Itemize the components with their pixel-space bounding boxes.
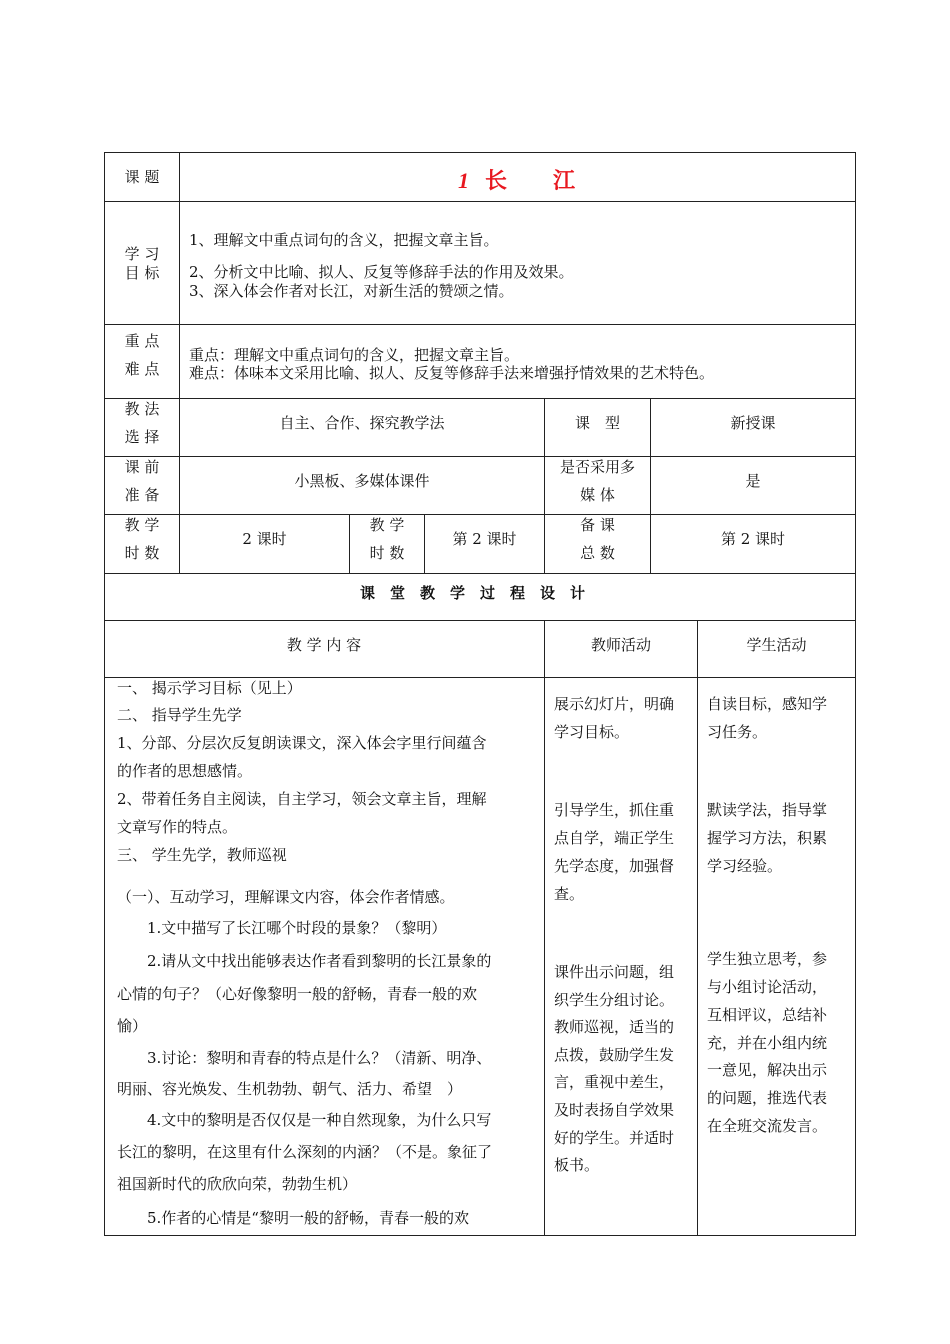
content-line: 心情的句子？（心好像黎明一般的舒畅，青春一般的欢 (117, 985, 478, 1003)
col-line-student (697, 620, 698, 1236)
student-line: 与小组讨论活动， (707, 978, 828, 996)
current-hours-label-1: 教 学 (369, 516, 405, 534)
table-border-left (104, 152, 105, 1236)
process-heading: 课堂教学过程设计 (359, 584, 600, 602)
hours-value: 2 课时 (242, 530, 287, 548)
table-border-right (855, 152, 856, 1236)
total-hours-value: 第 2 课时 (720, 530, 786, 548)
content-line: 愉） (117, 1017, 148, 1035)
col-header-teacher: 教师活动 (590, 636, 651, 654)
objective-item: 2、分析文中比喻、拟人、反复等修辞手法的作用及效果。 (189, 263, 574, 281)
content-line: 明丽、容光焕发、生机勃勃、朝气、活力、希望 ） (117, 1080, 463, 1098)
row-line (104, 514, 856, 515)
content-line: 三、 学生先学，教师巡视 (117, 846, 287, 864)
focus-difficulty: 难点：体味本文采用比喻、拟人、反复等修辞手法来增强抒情效果的艺术特色。 (189, 364, 715, 382)
objective-item: 1、理解文中重点词句的含义，把握文章主旨。 (189, 231, 499, 249)
multimedia-label-2: 媒 体 (580, 486, 615, 504)
current-hours-value: 第 2 课时 (452, 530, 517, 548)
lesson-type-value: 新授课 (730, 414, 776, 432)
teacher-line: 言，重视中差生， (554, 1073, 675, 1091)
student-line: 在全班交流发言。 (707, 1117, 828, 1135)
lesson-type-label: 课 型 (574, 414, 620, 432)
col-header-student: 学生活动 (746, 636, 807, 654)
content-line: 5.作者的心情是“黎明一般的舒畅，青春一般的欢 (147, 1209, 469, 1227)
lesson-title-char-1: 长 (484, 168, 509, 193)
content-line: 的作者的思想感情。 (117, 762, 253, 780)
teacher-line: 引导学生，抓住重 (554, 801, 675, 819)
col-header-content: 教 学 内 容 (286, 636, 362, 654)
multimedia-label-1: 是否采用多 (559, 458, 635, 476)
content-line: 2、带着任务自主阅读，自主学习，领会文章主旨，理解 (117, 790, 487, 808)
content-line: 长江的黎明，在这里有什么深刻的内涵？（不是。象征了 (117, 1143, 493, 1161)
teacher-line: 点拨，鼓励学生发 (554, 1046, 675, 1064)
teacher-line: 及时表扬自学效果 (554, 1101, 675, 1119)
row-line (104, 324, 856, 325)
teacher-line: 板书。 (554, 1156, 600, 1174)
content-line: 文章写作的特点。 (117, 818, 238, 836)
row-line (104, 201, 856, 202)
teacher-line: 查。 (554, 885, 585, 903)
teacher-line: 学习目标。 (554, 723, 630, 741)
hours-label-1: 教 学 (124, 516, 160, 534)
content-line: 祖国新时代的欣欣向荣，勃勃生机） (117, 1175, 358, 1193)
method-value: 自主、合作、探究教学法 (279, 414, 445, 432)
content-line: 一、 揭示学习目标（见上） (117, 679, 302, 697)
table-border-bottom (104, 1235, 856, 1236)
student-line: 一意见，解决出示 (707, 1061, 828, 1079)
content-line: （一）、互动学习，理解课文内容，体会作者情感。 (117, 888, 455, 906)
row-line (104, 573, 856, 574)
student-line: 学习经验。 (707, 857, 783, 875)
focus-key: 重点：理解文中重点词句的含义，把握文章主旨。 (189, 346, 520, 364)
prep-label-2: 准 备 (124, 486, 160, 504)
content-line: 1、分部、分层次反复朗读课文，深入体会字里行间蕴含 (117, 734, 487, 752)
content-line: 二、 指导学生先学 (117, 706, 242, 724)
teacher-line: 织学生分组讨论。 (554, 991, 675, 1009)
student-line: 的问题，推选代表 (707, 1089, 828, 1107)
student-line: 习任务。 (707, 723, 768, 741)
student-line: 自读目标，感知学 (707, 695, 828, 713)
lesson-number: 1 (457, 168, 471, 193)
teacher-line: 点自学，端正学生 (554, 829, 675, 847)
method-label-2: 选 择 (124, 428, 160, 446)
student-line: 互相评议，总结补 (707, 1006, 828, 1024)
lesson-title (180, 164, 855, 195)
teacher-line: 课件出示问题，组 (554, 963, 675, 981)
content-line: 3.讨论：黎明和青春的特点是什么？（清新、明净、 (147, 1049, 492, 1067)
teacher-line: 先学态度，加强督 (554, 857, 675, 875)
method-label-1: 教 法 (124, 400, 160, 418)
student-line: 默读学法，指导掌 (707, 801, 828, 819)
multimedia-value: 是 (745, 472, 761, 490)
objectives-label-2: 目 标 (124, 264, 160, 282)
total-hours-label-2: 总 数 (580, 544, 615, 562)
content-line: 2.请从文中找出能够表达作者看到黎明的长江景象的 (147, 952, 492, 970)
prep-value: 小黑板、多媒体课件 (294, 472, 430, 490)
course-label: 课 题 (124, 168, 160, 186)
row-line (104, 620, 856, 621)
content-line: 1.文中描写了长江哪个时段的景象？（黎明） (147, 919, 447, 937)
table-border-top (104, 152, 856, 153)
teacher-line: 展示幻灯片，明确 (554, 695, 675, 713)
lesson-title-char-2: 江 (553, 168, 578, 193)
content-line: 4.文中的黎明是否仅仅是一种自然现象，为什么只写 (147, 1111, 492, 1129)
row-line (104, 398, 856, 399)
row-line (104, 456, 856, 457)
student-line: 充，并在小组内统 (707, 1034, 828, 1052)
focus-label-2: 难 点 (124, 360, 160, 378)
student-line: 学生独立思考，参 (707, 950, 828, 968)
teacher-line: 好的学生。并适时 (554, 1129, 675, 1147)
student-line: 握学习方法，积累 (707, 829, 828, 847)
focus-label-1: 重 点 (124, 332, 160, 350)
current-hours-label-2: 时 数 (369, 544, 405, 562)
objectives-label-1: 学 习 (124, 245, 160, 263)
total-hours-label-1: 备 课 (580, 516, 615, 534)
teacher-line: 教师巡视，适当的 (554, 1018, 675, 1036)
prep-label-1: 课 前 (124, 458, 160, 476)
objective-item: 3、深入体会作者对长江，对新生活的赞颂之情。 (189, 282, 514, 300)
hours-label-2: 时 数 (124, 544, 160, 562)
col-line-teacher (544, 620, 545, 1236)
